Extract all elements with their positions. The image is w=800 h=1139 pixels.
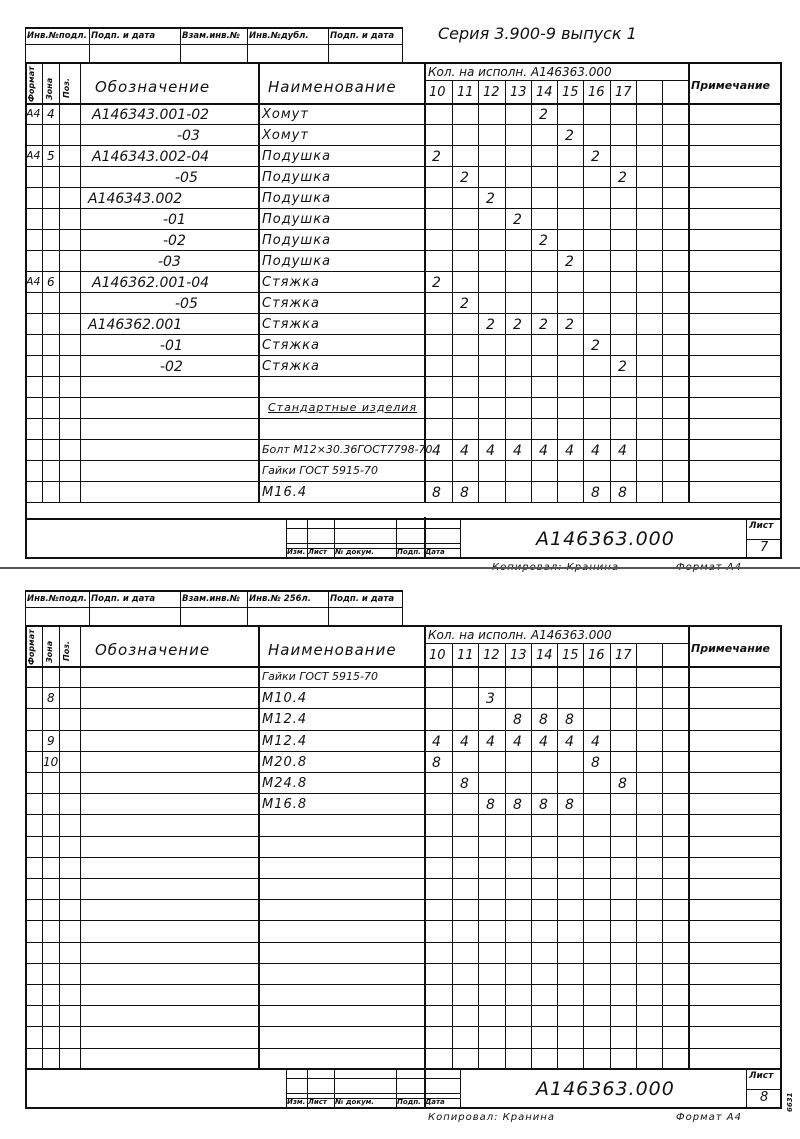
stamp-mid-line: [25, 607, 402, 608]
title-col-label: Подп.: [397, 548, 421, 556]
qty-header: Кол. на исполн. А146363.000: [428, 65, 612, 79]
row-line: [25, 376, 782, 377]
designation-cell: -02: [163, 233, 186, 249]
variant-header-17: 17: [615, 648, 632, 663]
stamp-divider: [328, 590, 329, 625]
qty-cell: 4: [486, 733, 495, 750]
format-label: Формат А4: [676, 1112, 742, 1123]
row-line: [25, 334, 782, 335]
zone-header: Зона: [45, 640, 54, 663]
qty-cell: 4: [539, 443, 548, 459]
note-header: Примечание: [691, 642, 770, 655]
header-bottom-line: [25, 103, 782, 105]
row-line: [25, 460, 782, 461]
qty-cell: 8: [565, 797, 574, 814]
position-cell: 9: [47, 733, 55, 748]
sheet-label: Лист: [749, 1071, 774, 1081]
note-divider: [688, 625, 690, 1069]
row-line: [25, 439, 782, 440]
sheet-label: Лист: [749, 521, 774, 531]
row-line: [25, 1048, 782, 1049]
name-cell: Гайки ГОСТ 5915-70: [262, 670, 378, 683]
name-cell: М16.8: [262, 797, 308, 813]
qty-cell: 8: [486, 797, 495, 814]
zone-header: Зона: [45, 77, 54, 100]
qty-cell: 2: [539, 107, 548, 123]
row-line: [25, 418, 782, 419]
stamp-divider: [328, 27, 329, 62]
designation-cell: А146343.002-04: [92, 149, 210, 165]
qty-cell: 8: [432, 754, 441, 771]
row-line: [25, 687, 782, 688]
row-line: [25, 313, 782, 314]
stamp-mid-line: [25, 44, 402, 45]
stamp-label: Инв.№подл.: [27, 31, 87, 41]
variant-header-14: 14: [536, 648, 553, 663]
title-block-top: [25, 1068, 782, 1070]
position-cell: 8: [47, 691, 55, 706]
title-col-label: Изм.: [287, 548, 306, 556]
name-cell: Хомут: [262, 107, 309, 122]
row-line: [25, 355, 782, 356]
position-cell: 5: [47, 149, 55, 163]
variant-header-13: 13: [510, 648, 527, 663]
name-cell: М12.4: [262, 733, 308, 749]
row-line: [25, 1026, 782, 1027]
qty-cell: 2: [460, 170, 469, 186]
row-line: [25, 793, 782, 794]
row-line: [25, 730, 782, 731]
qty-cell: 4: [460, 443, 469, 459]
position-cell: 6: [47, 275, 55, 289]
row-line: [25, 208, 782, 209]
designation-cell: А146343.002: [88, 191, 183, 207]
note-divider: [688, 62, 690, 502]
name-cell: Стандартные изделия: [268, 401, 418, 414]
row-line: [25, 772, 782, 773]
qty-cell: 2: [460, 296, 469, 312]
series-title: Серия 3.900-9 выпуск 1: [438, 24, 637, 43]
qty-cell: 4: [591, 443, 600, 459]
row-line: [25, 1005, 782, 1006]
document-number: А146363.000: [536, 1078, 675, 1100]
name-cell: М12.4: [262, 712, 308, 728]
stamp-label: Взам.инв.№: [182, 594, 240, 604]
qty-cell: 8: [513, 797, 522, 814]
row-line: [25, 145, 782, 146]
name-cell: Болт М12×30.36ГОСТ7798-70: [262, 443, 433, 456]
qty-cell: 2: [591, 149, 600, 165]
variant-header-16: 16: [588, 85, 605, 100]
column-divider: [258, 62, 260, 502]
name-cell: Стяжка: [262, 338, 320, 353]
stamp-divider: [180, 590, 181, 625]
name-cell: Стяжка: [262, 296, 320, 311]
qty-cell: 2: [565, 128, 574, 144]
designation-cell: -03: [177, 128, 200, 144]
document-number: А146363.000: [536, 528, 675, 550]
title-col-label: Дата: [425, 548, 445, 556]
row-line: [25, 942, 782, 943]
title-grid-line: [460, 1068, 461, 1109]
qty-cell: 8: [618, 776, 627, 792]
qty-cell: 8: [618, 485, 627, 501]
variant-header-15: 15: [562, 85, 579, 100]
qty-cell: 2: [486, 317, 495, 333]
copied-by: Копировал: Кранина: [428, 1112, 555, 1123]
column-divider: [59, 62, 60, 502]
stamp-label: Подп. и дата: [91, 31, 156, 41]
qty-cell: 2: [618, 170, 627, 186]
designation-cell: -01: [163, 212, 186, 228]
row-line: [25, 481, 782, 482]
qty-cell: 4: [565, 443, 574, 459]
sheet-frame: [25, 625, 782, 1109]
qty-header: Кол. на исполн. А146363.000: [428, 628, 612, 642]
stamp-label: Инв.№подл.: [27, 594, 87, 604]
qty-cell: 2: [591, 338, 600, 354]
row-line: [25, 899, 782, 900]
title-grid-line: [286, 528, 460, 529]
qty-cell: 4: [432, 733, 441, 750]
row-line: [25, 292, 782, 293]
qty-cell: 4: [565, 733, 574, 750]
qty-cell: 4: [432, 443, 441, 459]
sheet-number: 8: [760, 1090, 769, 1105]
variant-header-10: 10: [429, 648, 446, 663]
variant-header-12: 12: [483, 648, 500, 663]
sheet-separator: [0, 567, 800, 569]
qty-cell: 2: [513, 317, 522, 333]
variant-header-11: 11: [457, 648, 474, 663]
column-divider: [59, 625, 60, 1069]
stamp-label: Подп. и дата: [330, 594, 395, 604]
designation-cell: -02: [160, 359, 183, 375]
row-line: [25, 963, 782, 964]
qty-cell: 4: [618, 443, 627, 459]
qty-subheader-line: [424, 80, 688, 81]
sheet-frame: [25, 62, 782, 559]
qty-cell: 8: [460, 485, 469, 501]
title-col-label: Лист: [308, 1098, 327, 1106]
row-line: [25, 708, 782, 709]
variant-header-14: 14: [536, 85, 553, 100]
row-line: [25, 836, 782, 837]
qty-cell: 2: [539, 317, 548, 333]
format-cell: А4: [26, 107, 41, 120]
row-line: [25, 751, 782, 752]
qty-cell: 8: [591, 485, 600, 501]
qty-cell: 2: [513, 212, 522, 228]
name-cell: Подушка: [262, 170, 332, 185]
variant-header-16: 16: [588, 648, 605, 663]
column-divider: [80, 62, 81, 502]
stamp-label: Инв.№дубл.: [249, 31, 309, 41]
name-header: Наименование: [268, 78, 397, 96]
row-line: [25, 814, 782, 815]
row-line: [25, 920, 782, 921]
stamp-label: Инв.№ 256л.: [249, 594, 311, 604]
qty-cell: 2: [432, 275, 441, 291]
row-line: [25, 250, 782, 251]
name-header: Наименование: [268, 641, 397, 659]
variant-header-13: 13: [510, 85, 527, 100]
row-line: [25, 187, 782, 188]
row-line: [25, 502, 782, 503]
row-line: [25, 271, 782, 272]
pos-header: Поз.: [62, 641, 71, 661]
format-header: Формат: [27, 629, 36, 665]
designation-header: Обозначение: [95, 641, 211, 659]
stamp-top-line: [25, 27, 402, 29]
designation-cell: -05: [175, 296, 198, 312]
variant-header-11: 11: [457, 85, 474, 100]
designation-cell: А146362.001: [88, 317, 183, 333]
title-block-top: [25, 518, 782, 520]
qty-cell: 2: [539, 233, 548, 249]
variant-header-17: 17: [615, 85, 632, 100]
qty-cell: 2: [432, 149, 441, 165]
qty-cell: 8: [432, 485, 441, 501]
name-cell: Стяжка: [262, 317, 320, 332]
row-line: [25, 124, 782, 125]
qty-cell: 2: [565, 254, 574, 270]
qty-cell: 2: [618, 359, 627, 375]
name-cell: М24.8: [262, 776, 308, 791]
variant-header-15: 15: [562, 648, 579, 663]
stamp-divider: [89, 27, 90, 62]
qty-cell: 8: [539, 712, 548, 729]
variant-header-12: 12: [483, 85, 500, 100]
variant-header-10: 10: [429, 85, 446, 100]
row-line: [25, 166, 782, 167]
name-cell: М16.4: [262, 485, 308, 500]
name-cell: Подушка: [262, 233, 332, 248]
designation-cell: -05: [175, 170, 198, 186]
stamp-divider: [89, 590, 90, 625]
position-cell: 10: [43, 754, 59, 769]
designation-header: Обозначение: [95, 78, 211, 96]
format-cell: А4: [26, 149, 41, 162]
qty-cell: 4: [591, 733, 600, 750]
title-col-label: Дата: [425, 1098, 445, 1106]
stamp-divider: [402, 590, 403, 625]
row-line: [25, 397, 782, 398]
name-cell: Подушка: [262, 254, 332, 269]
qty-cell: 2: [565, 317, 574, 333]
stamp-divider: [180, 27, 181, 62]
qty-cell: 4: [460, 733, 469, 750]
row-line: [25, 878, 782, 879]
stamp-label: Подп. и дата: [91, 594, 156, 604]
stamp-divider: [247, 27, 248, 62]
designation-cell: -03: [158, 254, 181, 270]
qty-cell: 8: [539, 797, 548, 814]
stamp-divider: [402, 27, 403, 62]
title-col-label: № докум.: [335, 1098, 375, 1106]
qty-cell: 4: [513, 733, 522, 750]
qty-cell: 4: [486, 443, 495, 459]
stamp-divider: [25, 27, 26, 62]
row-line: [25, 857, 782, 858]
edge-mark: 6631: [786, 1092, 794, 1112]
qty-cell: 3: [486, 691, 495, 708]
title-grid-line: [460, 518, 461, 559]
column-divider: [42, 625, 43, 1069]
name-cell: Подушка: [262, 149, 332, 164]
title-grid-line: [286, 1093, 460, 1094]
stamp-top-line: [25, 590, 402, 592]
qty-cell: 8: [565, 712, 574, 729]
name-cell: М20.8: [262, 754, 308, 770]
column-divider: [80, 625, 81, 1069]
title-col-label: № докум.: [335, 548, 375, 556]
name-cell: Стяжка: [262, 359, 320, 374]
title-grid-line: [286, 1078, 460, 1079]
title-col-label: Подп.: [397, 1098, 421, 1106]
name-cell: Подушка: [262, 191, 332, 206]
title-grid-line: [286, 543, 460, 544]
title-col-label: Изм.: [287, 1098, 306, 1106]
qty-cell: 8: [591, 754, 600, 771]
name-cell: Гайки ГОСТ 5915-70: [262, 464, 378, 477]
column-divider: [42, 62, 43, 502]
column-divider: [258, 625, 260, 1069]
stamp-label: Подп. и дата: [330, 31, 395, 41]
title-col-label: Лист: [308, 548, 327, 556]
name-cell: Хомут: [262, 128, 309, 143]
name-cell: Стяжка: [262, 275, 320, 290]
row-line: [25, 984, 782, 985]
note-header: Примечание: [691, 79, 770, 92]
stamp-label: Взам.инв.№: [182, 31, 240, 41]
designation-cell: А146343.001-02: [92, 107, 210, 123]
header-bottom-line: [25, 666, 782, 668]
stamp-divider: [25, 590, 26, 625]
sheet-number: 7: [760, 540, 769, 555]
stamp-divider: [247, 590, 248, 625]
designation-cell: -01: [160, 338, 183, 354]
position-cell: 4: [47, 107, 55, 121]
qty-cell: 8: [513, 712, 522, 729]
name-cell: М10.4: [262, 691, 308, 707]
pos-header: Поз.: [62, 78, 71, 98]
format-header: Формат: [27, 66, 36, 102]
format-cell: А4: [26, 275, 41, 288]
qty-subheader-line: [424, 643, 688, 644]
name-cell: Подушка: [262, 212, 332, 227]
qty-cell: 8: [460, 776, 469, 792]
qty-cell: 4: [539, 733, 548, 750]
qty-cell: 2: [486, 191, 495, 207]
designation-cell: А146362.001-04: [92, 275, 210, 291]
qty-cell: 4: [513, 443, 522, 459]
row-line: [25, 229, 782, 230]
